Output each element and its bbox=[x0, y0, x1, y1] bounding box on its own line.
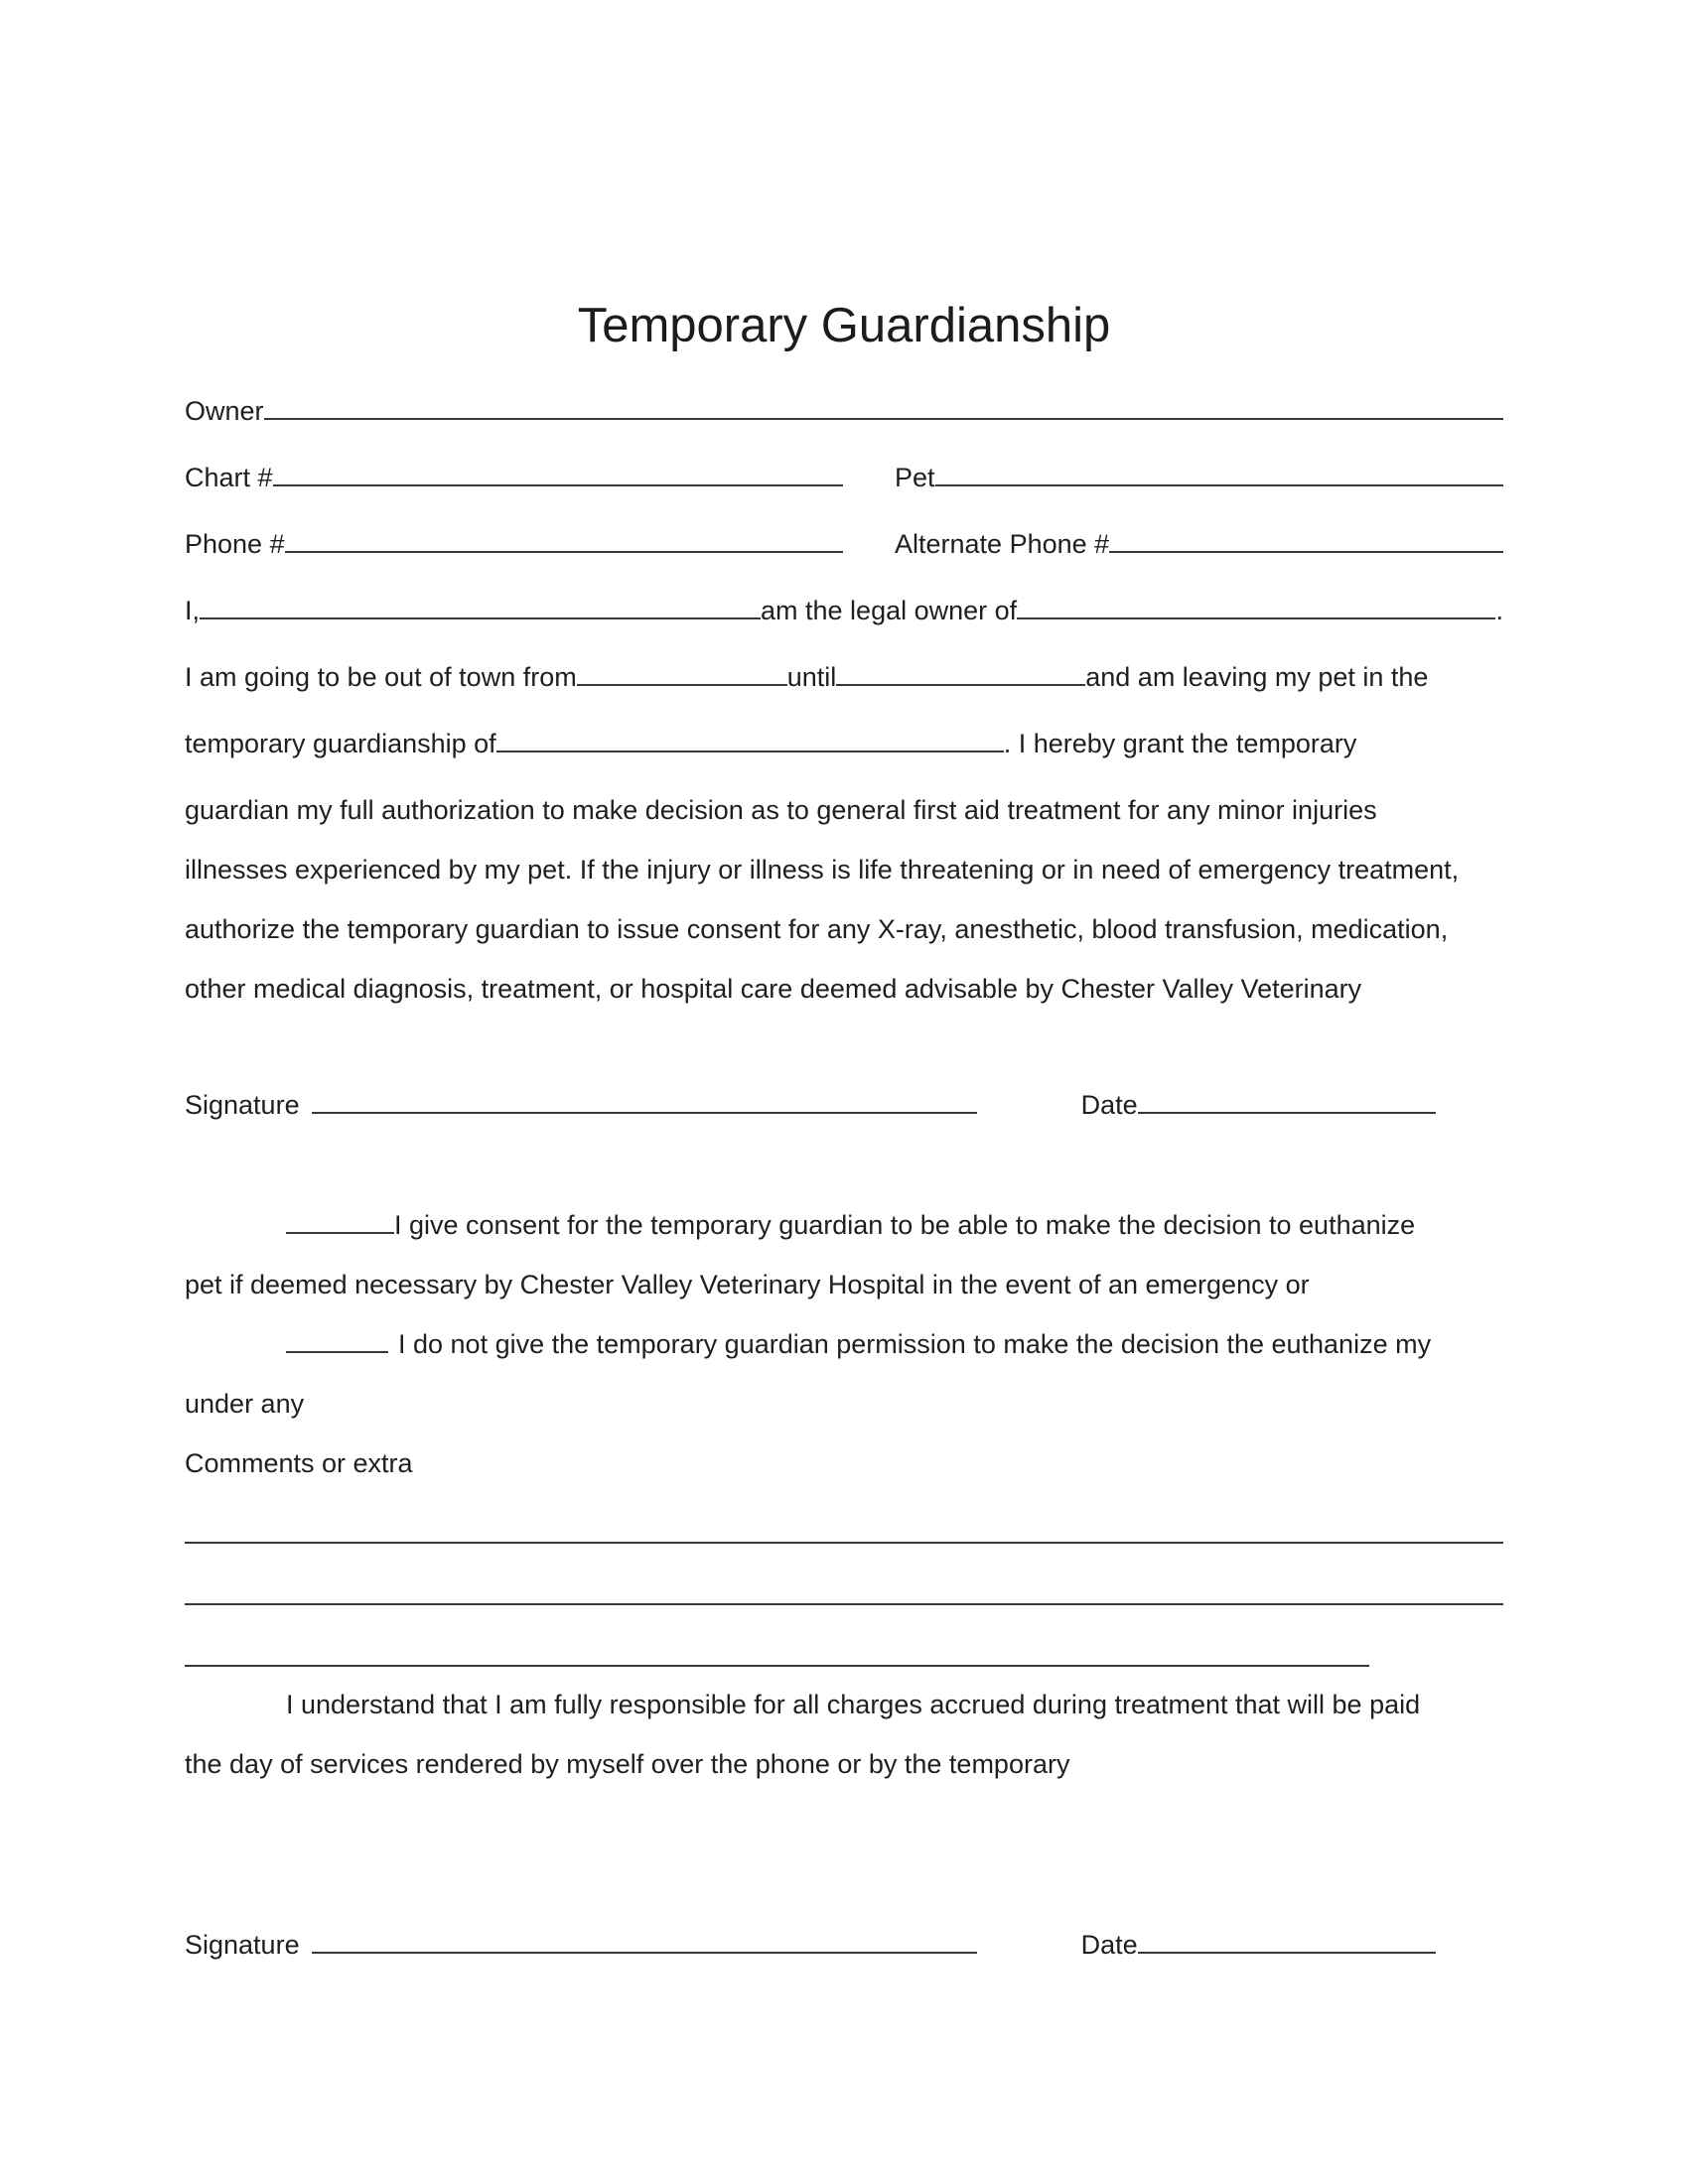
consent-not-give-initial-line[interactable] bbox=[286, 1351, 388, 1353]
comments-label: Comments or extra bbox=[185, 1448, 413, 1478]
legal-owner-name-line[interactable] bbox=[200, 617, 761, 619]
owner-row bbox=[185, 378, 1503, 445]
alt-phone-input-line[interactable] bbox=[1109, 551, 1503, 553]
owner-input-line[interactable] bbox=[264, 418, 1503, 420]
signature-2-label: Signature bbox=[185, 1930, 300, 1960]
date-1-label: Date bbox=[1080, 1090, 1138, 1120]
date-2-label: Date bbox=[1080, 1930, 1138, 1960]
legal-owner-mid-text: am the legal owner of bbox=[761, 596, 1018, 625]
responsibility-line-1: I understand that I am fully responsible for all charges accrued during treatment that will be paid bbox=[286, 1690, 1421, 1719]
chart-label: Chart # bbox=[185, 463, 273, 492]
authorization-line-2: illnesses experienced by my pet. If the injury or illness is life threatening or in need of emergency treatment, bbox=[185, 855, 1460, 885]
signature-1-label: Signature bbox=[185, 1090, 300, 1120]
phone-label: Phone # bbox=[185, 529, 285, 559]
header-fields bbox=[185, 378, 1503, 777]
form-content bbox=[0, 378, 1688, 1979]
consent-give-initial-line[interactable] bbox=[286, 1232, 394, 1234]
phone-input-line[interactable] bbox=[285, 551, 843, 553]
pet-label: Pet bbox=[895, 463, 935, 492]
legal-owner-pet-line[interactable] bbox=[1017, 617, 1495, 619]
chart-pet-row bbox=[185, 445, 1503, 511]
comments-writing-line-3[interactable] bbox=[185, 1665, 1369, 1667]
travel-until-text: until bbox=[786, 662, 837, 692]
consent-not-give-line-1 bbox=[185, 1314, 1503, 1374]
guardianship-pre-text: temporary guardianship of bbox=[185, 729, 496, 758]
signature-row-2 bbox=[185, 1912, 1503, 1979]
authorization-paragraph bbox=[185, 780, 1503, 1019]
travel-until-date-line[interactable] bbox=[836, 684, 1085, 686]
chart-input-line[interactable] bbox=[273, 484, 843, 486]
travel-post-text: and am leaving my pet in the bbox=[1085, 662, 1429, 692]
alt-phone-field bbox=[895, 511, 1503, 578]
signature-1-line[interactable] bbox=[312, 1112, 977, 1114]
guardianship-row bbox=[185, 711, 1503, 777]
document-title: Temporary Guardianship bbox=[577, 299, 1111, 352]
legal-owner-period: . bbox=[1495, 596, 1503, 625]
pet-field bbox=[895, 445, 1503, 511]
phone-field bbox=[185, 511, 843, 578]
consent-give-text-1: I give consent for the temporary guardian to be able to make the decision to euthanize bbox=[394, 1210, 1416, 1240]
comments-writing-line-2[interactable] bbox=[185, 1603, 1503, 1605]
owner-label: Owner bbox=[185, 396, 264, 426]
authorization-line-4: other medical diagnosis, treatment, or hospital care deemed advisable by Chester Valley Veterinary bbox=[185, 974, 1362, 1004]
guardian-name-line[interactable] bbox=[496, 751, 1004, 752]
alt-phone-label: Alternate Phone # bbox=[895, 529, 1110, 559]
consent-not-give-text-1: I do not give the temporary guardian permission to make the decision the euthanize my bbox=[398, 1329, 1432, 1359]
comments-writing-line-1[interactable] bbox=[185, 1542, 1503, 1544]
signature-row-1 bbox=[185, 1072, 1503, 1139]
responsibility-line-2: the day of services rendered by myself over the phone or by the temporary bbox=[185, 1749, 1070, 1779]
responsibility-paragraph bbox=[185, 1675, 1503, 1794]
guardianship-post-text: . I hereby grant the temporary bbox=[1003, 729, 1357, 758]
travel-dates-row bbox=[185, 644, 1503, 711]
phone-row bbox=[185, 511, 1503, 578]
pet-input-line[interactable] bbox=[935, 484, 1503, 486]
legal-owner-pre-text: I, bbox=[185, 596, 201, 625]
authorization-line-3: authorize the temporary guardian to issue consent for any X-ray, anesthetic, blood transfusion, medication, bbox=[185, 914, 1449, 944]
authorization-line-1: guardian my full authorization to make decision as to general first aid treatment for any minor injuries bbox=[185, 795, 1377, 825]
travel-from-date-line[interactable] bbox=[577, 684, 787, 686]
date-2-line[interactable] bbox=[1138, 1952, 1436, 1954]
euthanasia-consent-block bbox=[185, 1195, 1503, 1493]
date-1-line[interactable] bbox=[1138, 1112, 1436, 1114]
consent-give-line-2: pet if deemed necessary by Chester Valley Veterinary Hospital in the event of an emergency or bbox=[185, 1270, 1310, 1299]
consent-not-give-line-2: under any bbox=[185, 1389, 305, 1419]
legal-owner-row bbox=[185, 578, 1503, 644]
consent-give-line-1 bbox=[185, 1195, 1503, 1255]
signature-2-line[interactable] bbox=[312, 1952, 977, 1954]
travel-pre-text: I am going to be out of town from bbox=[185, 662, 577, 692]
chart-field bbox=[185, 445, 843, 511]
